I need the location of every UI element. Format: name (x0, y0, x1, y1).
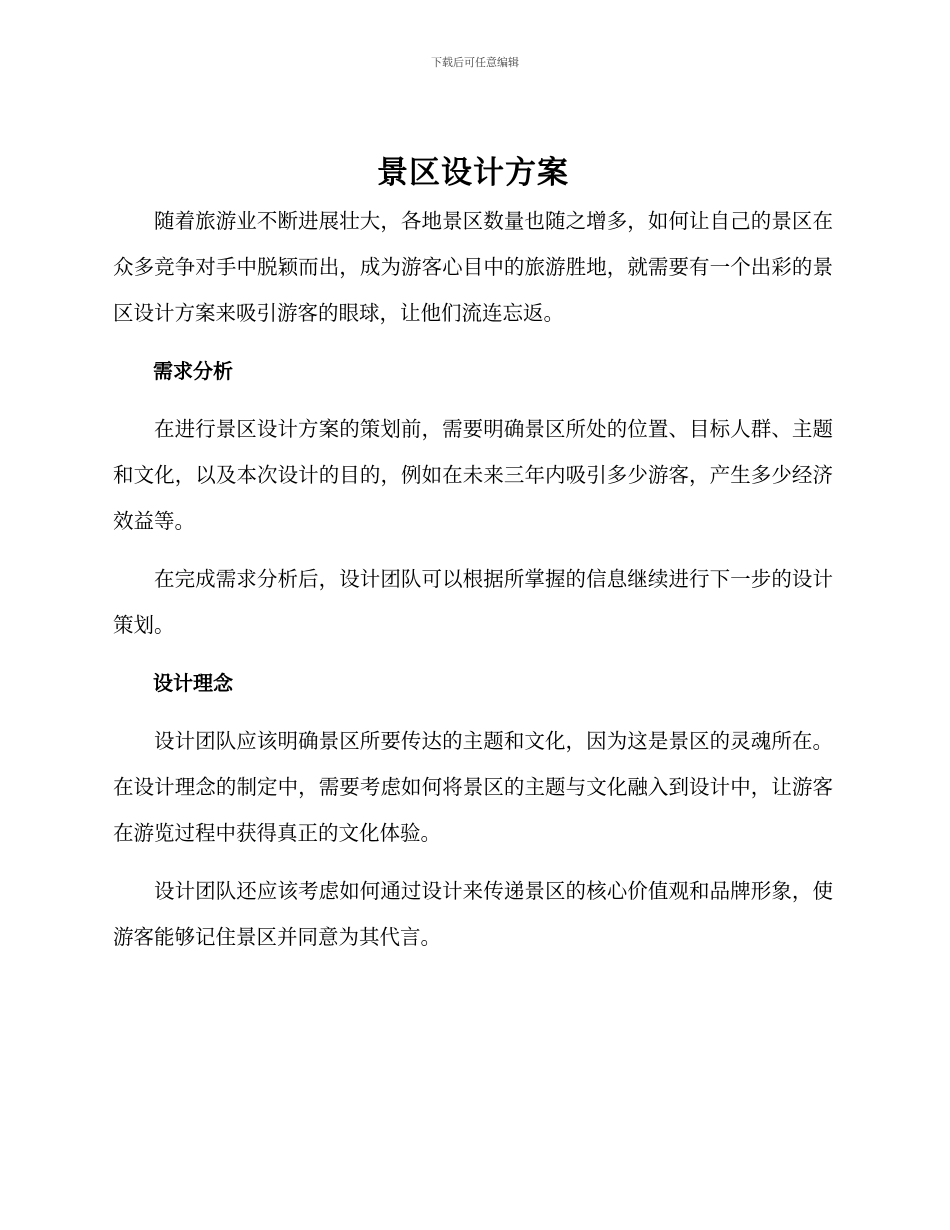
intro-paragraph: 随着旅游业不断进展壮大，各地景区数量也随之增多，如何让自己的景区在众多竞争对手中脱颖而出，成为游客心目中的旅游胜地，就需要有一个出彩的景区设计方案来吸引游客的眼球，让他们流连忘返。 (113, 209, 833, 325)
document-title: 景区设计方案 (377, 155, 569, 191)
page-header-note: 下载后可任意编辑 (431, 56, 519, 69)
design-concept-paragraph-2: 设计团队还应该考虑如何通过设计来传递景区的核心价值观和品牌形象，使游客能够记住景区并同意为其代言。 (113, 879, 833, 949)
design-concept-paragraph-1: 设计团队应该明确景区所要传达的主题和文化，因为这是景区的灵魂所在。在设计理念的制定中，需要考虑如何将景区的主题与文化融入到设计中，让游客在游览过程中获得真正的文化体验。 (113, 729, 833, 845)
section-heading-design-concept: 设计理念 (153, 671, 233, 695)
requirements-paragraph-1: 在进行景区设计方案的策划前，需要明确景区所处的位置、目标人群、主题和文化，以及本次设计的目的，例如在未来三年内吸引多少游客，产生多少经济效益等。 (113, 417, 833, 533)
document-body (113, 148, 833, 960)
section-heading-requirements: 需求分析 (153, 359, 233, 383)
requirements-paragraph-2: 在完成需求分析后，设计团队可以根据所掌握的信息继续进行下一步的设计策划。 (113, 567, 833, 637)
